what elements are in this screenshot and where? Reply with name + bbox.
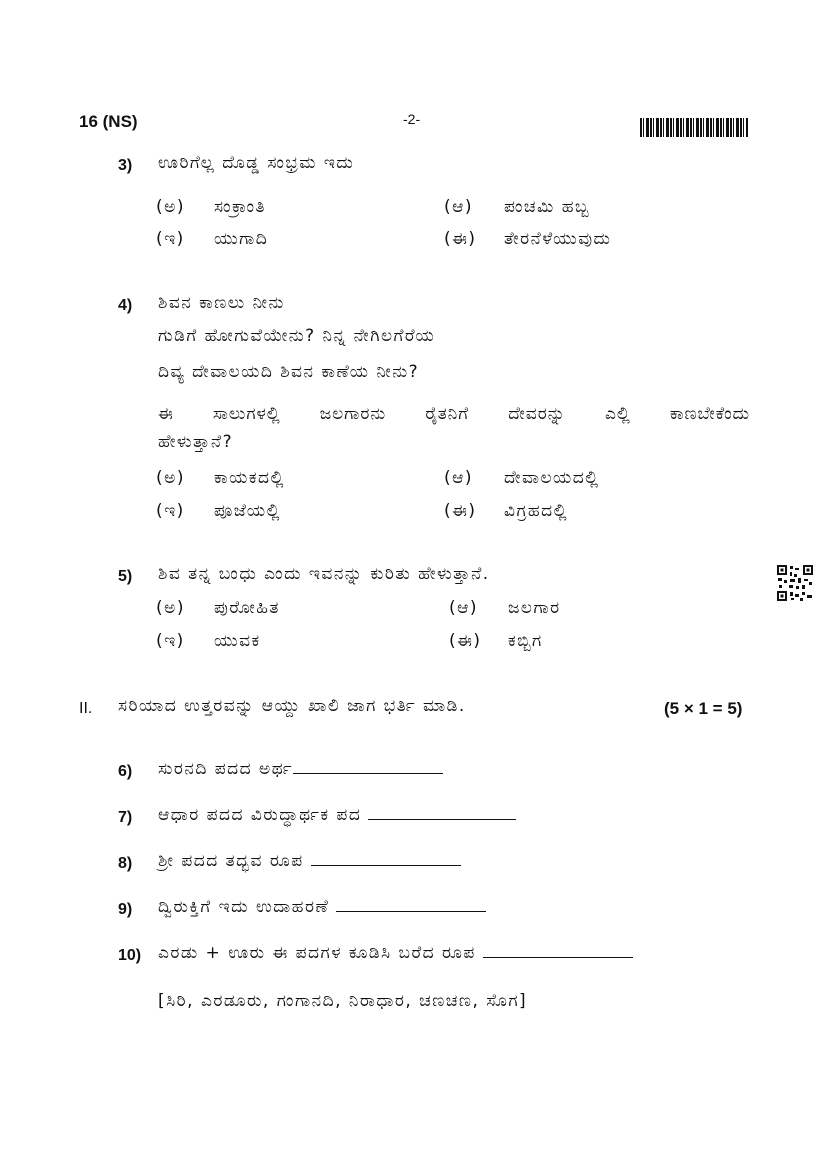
question-number: 4)	[118, 297, 133, 314]
fill-in-text: ಆಧಾರ ಪದದ ವಿರುದ್ಧಾರ್ಥಕ ಪದ	[158, 805, 362, 825]
option-text: ಜಲಗಾರ	[508, 598, 561, 618]
question-text: ಊರಿಗೆಲ್ಲ ದೊಡ್ಡ ಸಂಭ್ರಮ ಇದು	[158, 153, 355, 173]
section-instruction: ಸರಿಯಾದ ಉತ್ತರವನ್ನು ಆಯ್ದು ಖಾಲಿ ಜಾಗ ಭರ್ತಿ ಮಾಡಿ.	[118, 696, 466, 716]
option-marker: (ಆ)	[444, 197, 473, 217]
section-roman-number: II.	[79, 700, 93, 717]
barcode-image	[640, 118, 748, 137]
question-number: 9)	[118, 901, 133, 918]
option-text: ಸಂಕ್ರಾಂತಿ	[214, 197, 266, 217]
option-marker: (ಈ)	[444, 501, 477, 521]
option-marker: (ಅ)	[156, 598, 185, 618]
question-prompt: ಈ ಸಾಲುಗಳಲ್ಲಿ ಜಲಗಾರನು ರೈತನಿಗೆ ದೇವರನ್ನು ಎಲ್ಲಿ ಕಾಣಬೇಕೆಂದು	[158, 404, 750, 424]
option-text: ಪುರೋಹಿತ	[214, 598, 280, 618]
fill-in-text: ಶ್ರೀ ಪದದ ತದ್ಭವ ರೂಪ	[158, 851, 304, 871]
option-text: ತೇರನೆಳೆಯುವುದು	[504, 229, 612, 249]
option-marker: (ಇ)	[156, 631, 185, 651]
question-number: 3)	[118, 157, 133, 174]
answer-blank	[483, 956, 633, 958]
paper-code: 16 (NS)	[79, 112, 138, 131]
section-marks: (5 × 1 = 5)	[664, 699, 743, 718]
fill-in-question	[158, 853, 461, 870]
answer-blank	[368, 818, 516, 820]
poem-line: ಗುಡಿಗೆ ಹೋಗುವೆಯೇನು? ನಿನ್ನ ನೇಗಿಲಗೆರೆಯ	[158, 326, 436, 346]
option-marker: (ಆ)	[444, 468, 473, 488]
option-text: ಯುಗಾದಿ	[214, 229, 269, 249]
fill-in-question	[158, 899, 486, 916]
answer-blank	[311, 864, 461, 866]
option-text: ಕಬ್ಬಿಗ	[508, 631, 543, 651]
question-text: ಶಿವ ತನ್ನ ಬಂಧು ಎಂದು ಇವನನ್ನು ಕುರಿತು ಹೇಳುತ್ತಾನೆ.	[158, 564, 490, 584]
option-marker: (ಈ)	[444, 229, 477, 249]
question-number: 6)	[118, 763, 133, 780]
option-text: ದೇವಾಲಯದಲ್ಲಿ	[504, 468, 600, 488]
option-text: ವಿಗ್ರಹದಲ್ಲಿ	[504, 501, 568, 521]
option-text: ಯುವಕ	[214, 631, 261, 651]
fill-in-question	[158, 945, 633, 962]
qr-code-image	[776, 564, 814, 602]
fill-in-question	[158, 761, 443, 778]
option-marker: (ಇ)	[156, 229, 185, 249]
question-number: 8)	[118, 855, 133, 872]
question-prompt: ಹೇಳುತ್ತಾನೆ?	[158, 432, 234, 452]
question-number: 5)	[118, 568, 133, 585]
option-marker: (ಆ)	[449, 598, 478, 618]
question-number: 10)	[118, 947, 142, 964]
option-marker: (ಅ)	[156, 197, 185, 217]
fill-in-text: ಸುರನದಿ ಪದದ ಅರ್ಥ	[158, 759, 294, 779]
poem-line: ಶಿವನ ಕಾಣಲು ನೀನು	[158, 293, 285, 313]
page-number: -2-	[403, 111, 421, 127]
question-number: 7)	[118, 809, 133, 826]
option-text: ಪೂಜೆಯಲ್ಲಿ	[214, 501, 281, 521]
fill-in-text: ದ್ವಿರುಕ್ತಿಗೆ ಇದು ಉದಾಹರಣೆ	[158, 897, 330, 917]
poem-line: ದಿವ್ಯ ದೇವಾಲಯದಿ ಶಿವನ ಕಾಣೆಯ ನೀನು?	[158, 362, 420, 382]
fill-in-text: ಎರಡು + ಊರು ಈ ಪದಗಳ ಕೂಡಿಸಿ ಬರೆದ ರೂಪ	[158, 943, 476, 963]
option-text: ಕಾಯಕದಲ್ಲಿ	[214, 468, 285, 488]
option-marker: (ಈ)	[449, 631, 482, 651]
word-bank: [ಸಿರಿ, ಎರಡೂರು, ಗಂಗಾನದಿ, ನಿರಾಧಾರ, ಚಣಚಣ, ಸೊಗ]	[158, 991, 528, 1011]
option-marker: (ಅ)	[156, 468, 185, 488]
fill-in-question	[158, 807, 516, 824]
answer-blank	[336, 910, 486, 912]
option-marker: (ಇ)	[156, 501, 185, 521]
option-text: ಪಂಚಮಿ ಹಬ್ಬ	[504, 197, 590, 217]
answer-blank	[293, 772, 443, 774]
